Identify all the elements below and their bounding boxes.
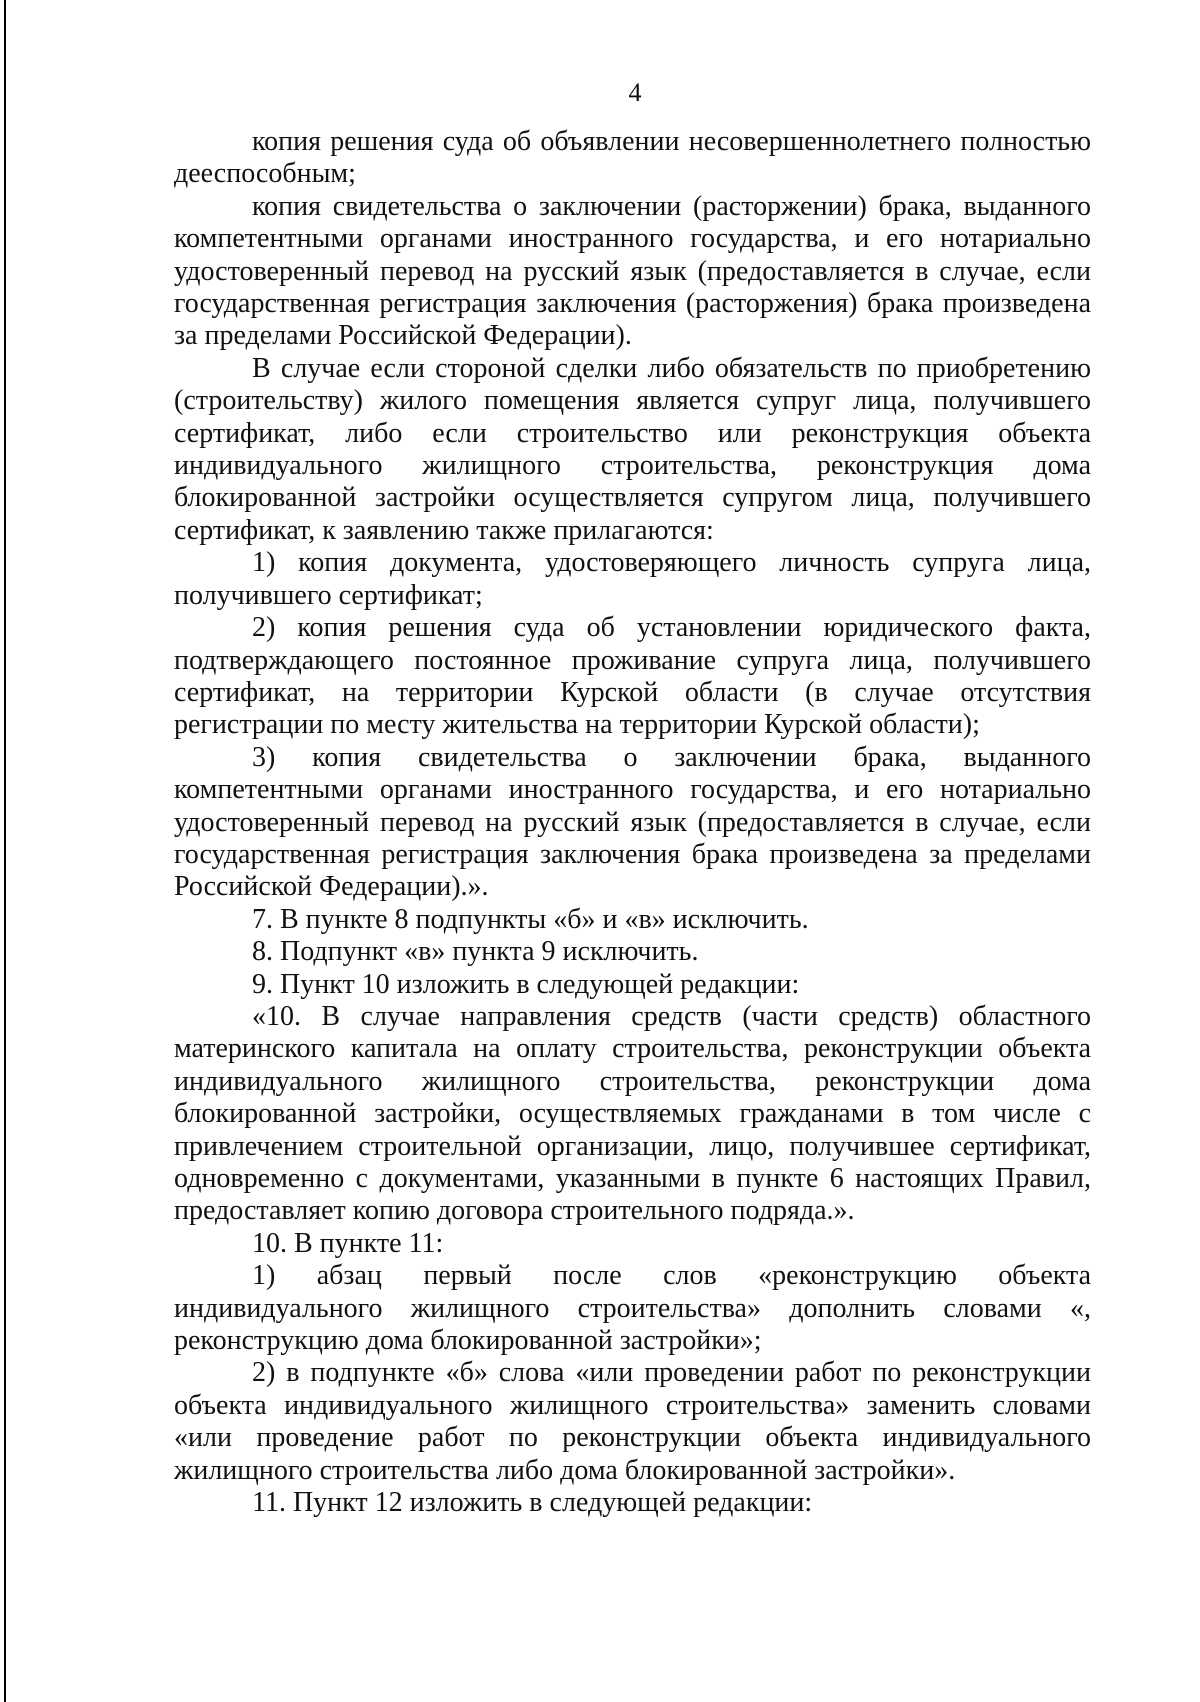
paragraph: 7. В пункте 8 подпункты «б» и «в» исключить. <box>252 903 809 935</box>
paragraph: 10. В пункте 11: <box>252 1227 444 1259</box>
list-item: 1) копия документа, удостоверяющего личность супруга лица, получившего сертификат; <box>174 547 1091 611</box>
paragraph: 9. Пункт 10 изложить в следующей редакции: <box>252 968 800 1000</box>
document-body <box>174 126 1091 1519</box>
list-item: 3) копия свидетельства о заключении брака, выданного компетентными органами иностранного государства, и его нотариально удостоверенный перевод на русский язык (предоставляется в случае, если государственная регистрация заключения брака произведена за пределами Российской Федерации).». <box>174 741 1091 903</box>
paragraph: 8. Подпункт «в» пункта 9 исключить. <box>252 936 699 968</box>
page-number: 4 <box>628 78 642 107</box>
scan-edge-line <box>4 0 6 1702</box>
paragraph: 11. Пункт 12 изложить в следующей редакции: <box>252 1487 813 1519</box>
list-item: 2) копия решения суда об установлении юридического факта, подтверждающего постоянное проживание супруга лица, получившего сертификат, на территории Курской области (в случае отсутствия регистрации по месту жительства на территории Курской области); <box>174 612 1091 741</box>
paragraph: «10. В случае направления средств (части средств) областного материнского капитала на оплату строительства, реконструкции объекта индивидуального жилищного строительства, реконструкции дома блокированной застройки, осуществляемых гражданами в том числе с привлечением строительной организации, лицо, получившее сертификат, одновременно с документами, указанными в пункте 6 настоящих Правил, предоставляет копию договора строительного подряда.». <box>174 1000 1091 1227</box>
paragraph: копия свидетельства о заключении (расторжении) брака, выданного компетентными органами иностранного государства, и его нотариально удостоверенный перевод на русский язык (предоставляется в случае, если государственная регистрация заключения (расторжения) брака произведена за пределами Российской Федерации). <box>174 190 1091 352</box>
list-item: 2) в подпункте «б» слова «или проведении работ по реконструкции объекта индивидуального жилищного строительства» заменить словами «или проведение работ по реконструкции объекта индивидуального жилищного строительства либо дома блокированной застройки». <box>174 1357 1091 1486</box>
paragraph: В случае если стороной сделки либо обязательств по приобретению (строительству) жилого помещения является супруг лица, получившего сертификат, либо если строительство или реконструкция объекта индивидуального жилищного строительства, реконструкция дома блокированной застройки осуществляется супругом лица, получившего сертификат, к заявлению также прилагаются: <box>174 352 1091 546</box>
paragraph: копия решения суда об объявлении несовершеннолетнего полностью дееспособным; <box>174 126 1091 190</box>
list-item: 1) абзац первый после слов «реконструкцию объекта индивидуального жилищного строительства» дополнить словами «, реконструкцию дома блокированной застройки»; <box>174 1260 1091 1357</box>
